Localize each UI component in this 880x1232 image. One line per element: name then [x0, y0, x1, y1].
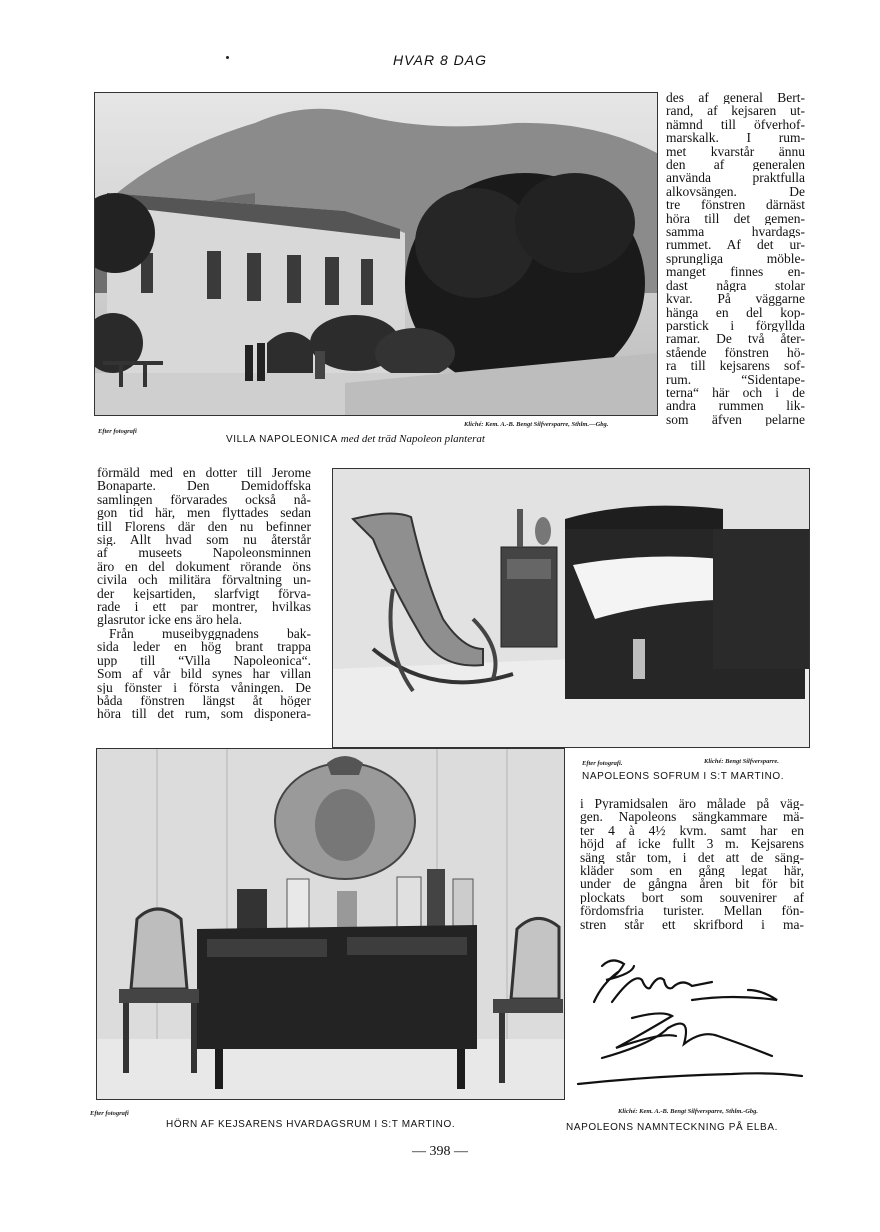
- napoleons-sofrum-photo: [332, 468, 810, 748]
- text-line: alkovsängen. De: [666, 184, 805, 199]
- text-line: ra till kejsarens sof-: [666, 359, 805, 373]
- text-line: Som af vår bild synes har villan: [97, 667, 311, 681]
- text-line: glasrutor icke ens äro hela.: [97, 613, 243, 627]
- left-mid-paragraph-1: [97, 466, 311, 627]
- hvardagsrum-illustration: [97, 749, 564, 1099]
- sofrum-illustration: [333, 469, 809, 747]
- villa-caption-italic: med det träd Napoleon planterat: [340, 433, 485, 445]
- sofrum-credit-left: Efter fotografi.: [582, 760, 623, 767]
- text-line: höra till det rum, som disponera-: [97, 707, 311, 721]
- text-line: under de gångna åren bit för bit: [580, 877, 804, 891]
- sofrum-caption: NAPOLEONS SOFRUM I S:T MARTINO.: [582, 771, 785, 782]
- villa-napoleonica-photo: [94, 92, 658, 416]
- text-line: kläder som en gång legat här,: [580, 864, 804, 878]
- namnteckning-caption: NAPOLEONS NAMNTECKNING PÅ ELBA.: [566, 1122, 778, 1133]
- hvardagsrum-photo: [96, 748, 565, 1100]
- text-column-left-middle: [97, 466, 311, 721]
- running-title: HVAR 8 DAG: [392, 52, 488, 68]
- namnteckning-credit-right: Kliché: Kem. A.-B. Bengt Silfversparre, Sthlm.-Gbg.: [618, 1108, 759, 1115]
- text-line: båda fönstren längst åt höger: [97, 693, 311, 708]
- text-line: Från museibyggnadens bak-: [109, 626, 311, 641]
- text-line: i Pyramidsalen äro målade på väg-: [580, 797, 804, 811]
- text-line: manget finnes en-: [666, 265, 805, 279]
- text-line: nämnd till öfverhof-: [666, 117, 805, 132]
- text-line: samlingen förvarades också nå-: [97, 492, 311, 507]
- text-line: des af general Bert-: [666, 91, 805, 105]
- right-top-lines: [666, 91, 805, 426]
- text-line: dast några stolar: [666, 278, 805, 293]
- text-line: stående fönstren hö-: [666, 345, 805, 360]
- right-bottom-lines: [580, 797, 804, 931]
- villa-credit-left: Efter fotografi: [98, 428, 137, 435]
- text-line: der kejsartiden, slarfvigt förva-: [97, 586, 311, 601]
- text-line: sprungliga möble-: [666, 251, 805, 266]
- signature-image: [572, 944, 806, 1090]
- text-line: den af generalen: [666, 158, 805, 172]
- text-line: civila och militära förvaltning un-: [97, 573, 311, 587]
- text-line: gon tid här, men flyttades sedan: [97, 506, 311, 520]
- hvardagsrum-credit-left: Efter fotografi: [90, 1110, 129, 1117]
- text-line: samma hvardags-: [666, 225, 805, 239]
- text-line: använda praktfulla: [666, 171, 805, 185]
- text-line: ter 4 à 4½ kvm. samt har en: [580, 823, 804, 838]
- sofrum-credit-right: Kliché: Bengt Silfversparre.: [704, 758, 779, 765]
- hvardagsrum-caption: HÖRN AF KEJSARENS HVARDAGSRUM I S:T MARTINO.: [166, 1119, 456, 1130]
- text-line: förmäld med en dotter till Jerome: [97, 466, 311, 480]
- text-line: met kvarstår ännu: [666, 144, 805, 159]
- text-line: kvar. På väggarne: [666, 292, 805, 306]
- villa-illustration: [95, 93, 657, 415]
- page-number: — 398 —: [412, 1144, 468, 1159]
- text-column-right-top: [666, 91, 805, 426]
- text-line: marskalk. I rum-: [666, 131, 805, 145]
- text-line: parstick i förgyllda: [666, 318, 805, 333]
- text-line: som äfven pelarne: [666, 412, 805, 427]
- text-line: sig. Allt hvad som nu återstår: [97, 533, 311, 547]
- text-line: till Florens där den nu befinner: [97, 519, 311, 534]
- text-line: höra till det gemen-: [666, 211, 805, 226]
- villa-caption-main: VILLA NAPOLEONICA: [226, 434, 338, 445]
- text-line: upp till “Villa Napoleonica“.: [97, 653, 311, 668]
- text-line: höjd af icke fullt 3 m. Kejsarens: [580, 837, 804, 851]
- text-line: gen. Napoleons sängkammare mä-: [580, 810, 804, 824]
- left-mid-paragraph-2: [97, 627, 311, 721]
- text-line: rum. “Sidentape-: [666, 372, 805, 386]
- text-line: ramar. De två åter-: [666, 332, 805, 346]
- text-line: af museets Napoleonsminnen: [97, 546, 311, 560]
- text-line: fördomsfria turister. Mellan fön-: [580, 904, 804, 918]
- text-line: sju fönster i första våningen. De: [97, 680, 311, 694]
- text-line: plockats bort som souvenirer af: [580, 890, 804, 905]
- text-line: tre fönstren därnäst: [666, 198, 805, 212]
- text-line: terna“ här och i de: [666, 385, 805, 400]
- text-line: rade i ett par montrer, hvilkas: [97, 600, 311, 614]
- text-line: stren står ett skrifbord i ma-: [580, 917, 804, 932]
- villa-caption: [226, 433, 485, 445]
- text-line: äro en del dokument rörande öns: [97, 559, 311, 574]
- text-line: sida leder en hög brant trappa: [97, 640, 311, 654]
- text-column-right-bottom: [580, 797, 804, 931]
- text-line: rand, af kejsaren ut-: [666, 104, 805, 118]
- text-line: Bonaparte. Den Demidoffska: [97, 479, 311, 493]
- villa-credit-right: Kliché: Kem. A.-B. Bengt Silfversparre, Sthlm.—Gbg.: [464, 421, 609, 428]
- text-line: rummet. Af det ur-: [666, 238, 805, 252]
- text-line: säng står tom, i det att de säng-: [580, 850, 804, 865]
- napoleon-signature: [572, 944, 806, 1090]
- text-line: andra rummen lik-: [666, 399, 805, 413]
- text-line: hänga en del kop-: [666, 305, 805, 319]
